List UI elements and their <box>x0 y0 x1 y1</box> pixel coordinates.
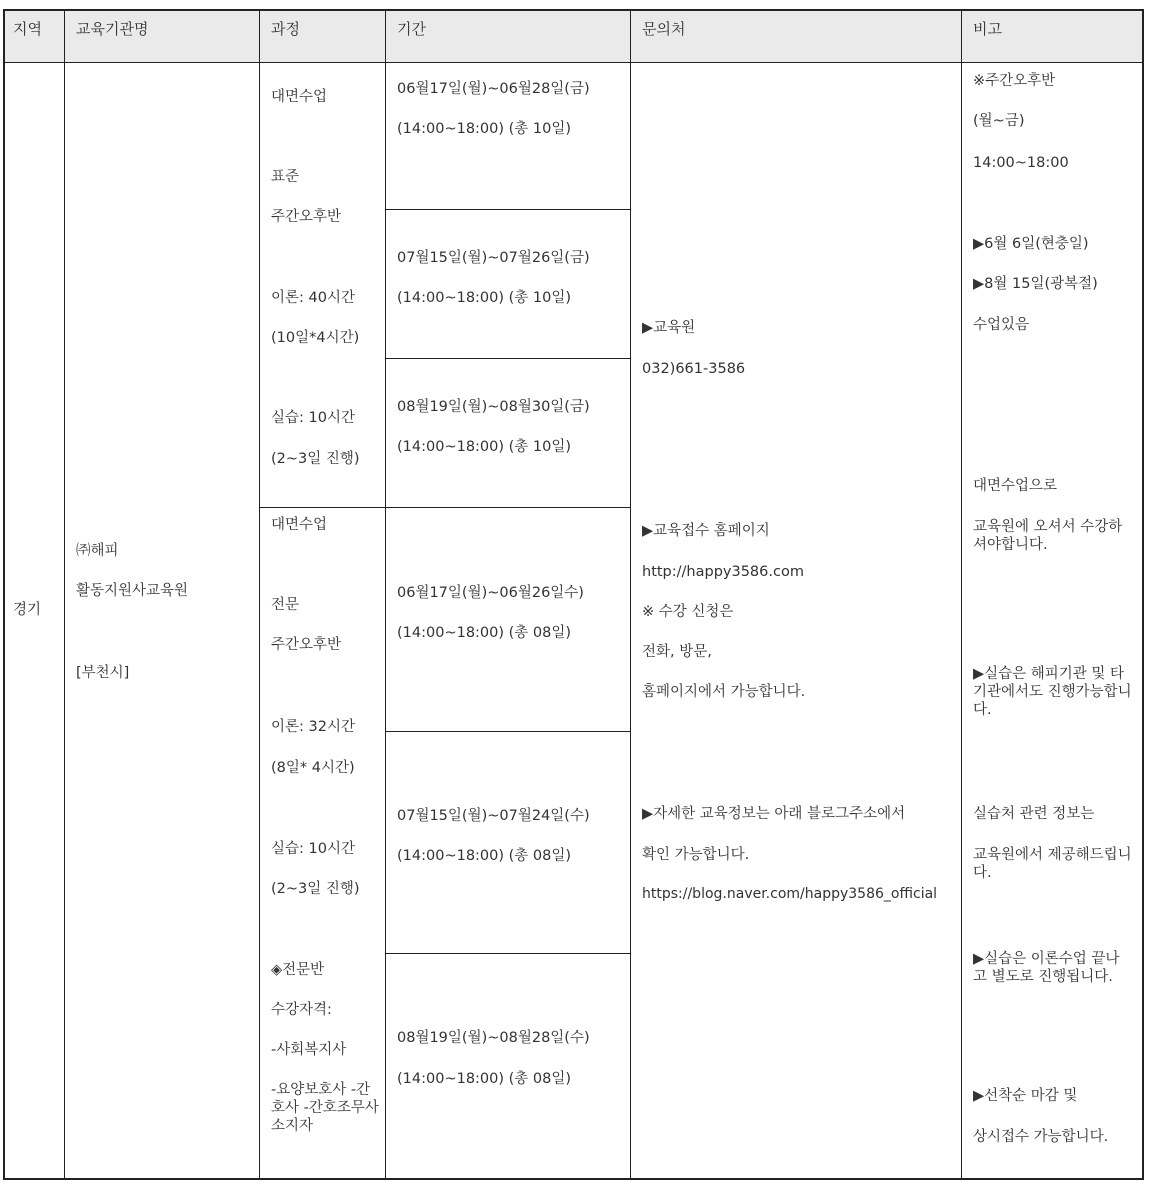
period-6-date: 08월19일(월)~08월28일(수) <box>397 1030 590 1046</box>
header-region: 지역 <box>13 20 42 38</box>
header-course: 과정 <box>271 20 300 38</box>
contact-blog-note: ▶자세한 교육정보는 아래 블로그주소에서 <box>642 806 906 822</box>
note-holiday-1: ▶6월 6일(현충일) <box>973 236 1089 252</box>
schedule-table <box>3 9 1144 1180</box>
note-in-person-2: 교육원에 오셔서 수강하셔야합니다. <box>973 519 1123 554</box>
note-afternoon: ※주간오후반 <box>973 73 1056 89</box>
course-std-theory-detail: (10일*4시간) <box>271 330 360 346</box>
course-exp-practice-detail: (2~3일 진행) <box>271 881 360 897</box>
header-institution: 교육기관명 <box>76 20 149 38</box>
period-3-date: 08월19일(월)~08월30일(금) <box>397 399 590 415</box>
note-in-person: 대면수업으로 <box>973 478 1058 494</box>
row-divider <box>385 209 630 210</box>
note-days: (월~금) <box>973 113 1025 129</box>
course-exp-title: ◈전문반 <box>271 962 325 978</box>
contact-homepage-link[interactable]: http://happy3586.com <box>642 564 804 580</box>
note-first-come: ▶선착순 마감 및 <box>973 1088 1078 1104</box>
contact-blog-link[interactable]: https://blog.naver.com/happy3586_official <box>642 886 938 902</box>
course-std-mode: 대면수업 <box>271 89 328 105</box>
period-5-time: (14:00~18:00) (총 08일) <box>397 848 572 864</box>
institution-location: [부천시] <box>76 665 130 681</box>
note-practice-info: 실습처 관련 정보는 <box>973 806 1095 822</box>
period-1-date: 06월17일(월)~06월28일(금) <box>397 81 590 97</box>
period-1-time: (14:00~18:00) (총 10일) <box>397 121 572 137</box>
institution-name-2: 활동지원사교육원 <box>76 583 189 599</box>
header-contact: 문의처 <box>642 20 686 38</box>
header-period: 기간 <box>397 20 426 38</box>
period-6-time: (14:00~18:00) (총 08일) <box>397 1071 572 1087</box>
contact-phone: 032)661-3586 <box>642 361 746 377</box>
period-4-date: 06월17일(월)~06월26일수) <box>397 585 584 601</box>
course-exp-eligibility: 수강자격: <box>271 1002 332 1018</box>
contact-blog-note-2: 확인 가능합니다. <box>642 847 750 863</box>
course-exp-type: 전문 <box>271 597 300 613</box>
note-always-open: 상시접수 가능합니다. <box>973 1129 1109 1145</box>
row-divider <box>259 507 385 508</box>
col-divider <box>961 11 962 1178</box>
note-practice-info-2: 교육원에서 제공해드립니다. <box>973 847 1132 882</box>
contact-apply-online: 홈페이지에서 가능합니다. <box>642 684 806 700</box>
course-exp-schedule: 주간오후반 <box>271 637 342 653</box>
period-2-date: 07월15일(월)~07월26일(금) <box>397 250 590 266</box>
note-practice-2: ▶실습은 이론수업 끝나고 별도로 진행됩니다. <box>973 951 1120 986</box>
row-divider <box>385 358 630 359</box>
course-std-practice: 실습: 10시간 <box>271 410 355 426</box>
note-hours: 14:00~18:00 <box>973 155 1069 171</box>
row-divider <box>385 507 630 508</box>
course-exp-mode: 대면수업 <box>271 517 328 533</box>
course-exp-eligibility-1: -사회복지사 <box>271 1042 347 1058</box>
course-std-type: 표준 <box>271 169 300 185</box>
course-std-practice-detail: (2~3일 진행) <box>271 451 360 467</box>
table-header <box>5 11 1142 63</box>
col-divider <box>385 11 386 1178</box>
course-exp-theory: 이론: 32시간 <box>271 719 355 735</box>
note-practice-1: ▶실습은 해피기관 및 타기관에서도 진행가능합니다. <box>973 666 1132 719</box>
contact-apply-note: ※ 수강 신청은 <box>642 604 734 620</box>
contact-homepage-label: ▶교육접수 홈페이지 <box>642 523 770 539</box>
period-4-time: (14:00~18:00) (총 08일) <box>397 625 572 641</box>
col-divider <box>259 11 260 1178</box>
course-exp-eligibility-2: -요양보호사 -간호사 -간호조무사 소지자 <box>271 1082 379 1135</box>
course-std-theory: 이론: 40시간 <box>271 290 355 306</box>
course-exp-theory-detail: (8일* 4시간) <box>271 760 355 776</box>
col-divider <box>630 11 631 1178</box>
region-cell: 경기 <box>13 602 42 618</box>
note-class-held: 수업있음 <box>973 317 1030 333</box>
note-holiday-2: ▶8월 15일(광복절) <box>973 276 1098 292</box>
row-divider <box>385 731 630 732</box>
institution-name-1: ㈜해피 <box>76 543 119 559</box>
period-2-time: (14:00~18:00) (총 10일) <box>397 290 572 306</box>
period-5-date: 07월15일(월)~07월24일(수) <box>397 808 590 824</box>
course-std-schedule: 주간오후반 <box>271 209 342 225</box>
header-notes: 비고 <box>973 20 1002 38</box>
contact-office-label: ▶교육원 <box>642 320 696 336</box>
row-divider <box>385 953 630 954</box>
period-3-time: (14:00~18:00) (총 10일) <box>397 439 572 455</box>
course-exp-practice: 실습: 10시간 <box>271 841 355 857</box>
col-divider <box>64 11 65 1178</box>
contact-apply-methods: 전화, 방문, <box>642 644 712 660</box>
